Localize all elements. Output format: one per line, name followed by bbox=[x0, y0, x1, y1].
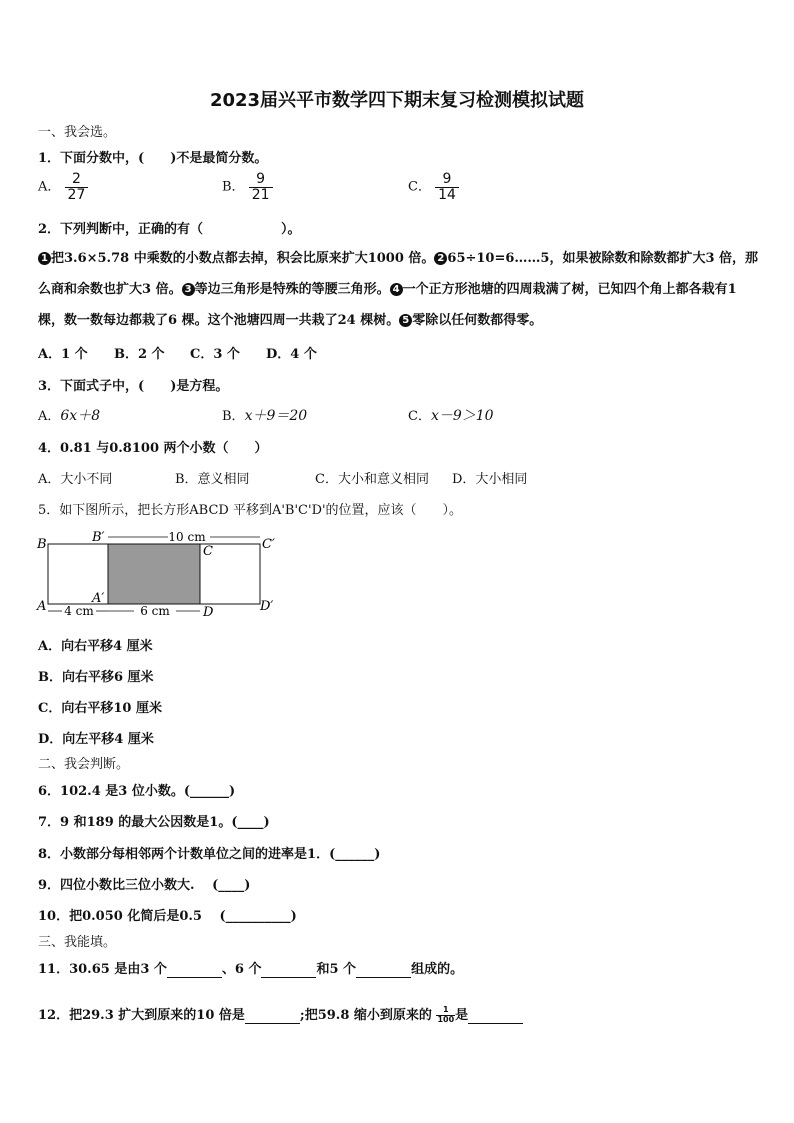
question-11 bbox=[38, 958, 463, 978]
question-4-option-d: D．大小相同 bbox=[452, 472, 528, 487]
fraction bbox=[435, 172, 459, 202]
q11-text-d: 组成的。 bbox=[411, 962, 464, 977]
expression: x－9＞10 bbox=[430, 408, 494, 424]
statement-1: 把3.6×5.78 中乘数的小数点都去掉，积会比原来扩大1000 倍。 bbox=[51, 251, 435, 266]
question-5-option-a: A．向右平移4 厘米 bbox=[38, 639, 153, 654]
question-4-option-b: B．意义相同 bbox=[175, 472, 250, 487]
statement-2: 65÷10=6……5，如果被除数和除数都扩大3 倍，那么商和余数也扩大3 倍。 bbox=[38, 251, 759, 297]
question-6: 6．102.4 是3 位小数。(______) bbox=[38, 784, 236, 799]
fraction-denominator: 100 bbox=[437, 1015, 455, 1024]
q11-text-c: 和5 个 bbox=[316, 962, 357, 977]
question-2-option-a: A．1 个 bbox=[38, 347, 88, 362]
statement-4: 一个正方形池塘的四周栽满了树，已知四个角上都各栽有1 棵，数一数每边都栽了6 棵。这个池塘四周一共栽了24 棵树。 bbox=[38, 282, 737, 328]
point-label-b-prime: B′ bbox=[92, 530, 105, 545]
option-label: B． bbox=[222, 409, 245, 424]
option-label: A． bbox=[38, 179, 61, 195]
circle-number-2: 2 bbox=[434, 252, 447, 265]
circle-number-4: 4 bbox=[390, 283, 403, 296]
expression: x＋9＝20 bbox=[244, 408, 308, 424]
question-2-statements bbox=[38, 243, 763, 336]
fraction-denominator: 14 bbox=[438, 186, 456, 203]
option-label: C． bbox=[408, 409, 431, 424]
point-label-a-prime: A′ bbox=[92, 591, 105, 606]
fraction-numerator: 1 bbox=[436, 1006, 455, 1016]
question-4-option-a: A．大小不同 bbox=[38, 472, 113, 487]
q12-text-b: ;把59.8 缩小到原来的 bbox=[299, 1008, 432, 1023]
question-1-option-b bbox=[222, 172, 273, 202]
question-9: 9．四位小数比三位小数大. (____) bbox=[38, 878, 251, 893]
option-label: B． bbox=[222, 179, 245, 195]
point-label-c-prime: C′ bbox=[262, 537, 275, 552]
answer-blank[interactable] bbox=[167, 962, 222, 978]
expression: 6x＋8 bbox=[60, 408, 101, 424]
fraction-numerator: 9 bbox=[435, 172, 459, 188]
question-2-option-d: D．4 个 bbox=[266, 347, 317, 362]
fraction bbox=[65, 172, 89, 202]
question-2-option-b: B．2 个 bbox=[114, 347, 165, 362]
question-4-stem: 4．0.81 与0.8100 两个小数（ ） bbox=[38, 441, 268, 456]
question-5-option-c: C．向右平移10 厘米 bbox=[38, 701, 162, 716]
bottom-dimension-label: 6 cm bbox=[140, 604, 170, 618]
point-label-d-prime: D′ bbox=[260, 599, 274, 614]
left-dimension-label: 4 cm bbox=[64, 604, 94, 618]
point-label-a: A bbox=[37, 599, 47, 614]
fraction-denominator: 27 bbox=[67, 186, 86, 203]
section-heading-judge: 二、我会判断。 bbox=[38, 757, 130, 772]
statement-5: 零除以任何数都得零。 bbox=[412, 313, 543, 328]
question-8: 8．小数部分每相邻两个计数单位之间的进率是1．(______) bbox=[38, 847, 381, 862]
answer-blank[interactable] bbox=[356, 962, 411, 978]
question-3-stem: 3．下面式子中，( )是方程。 bbox=[38, 379, 229, 394]
answer-blank[interactable] bbox=[468, 1008, 523, 1024]
answer-blank[interactable] bbox=[245, 1008, 300, 1024]
point-label-d: D bbox=[203, 605, 214, 620]
top-dimension-label: 10 cm bbox=[168, 530, 206, 544]
q12-text-c: 是 bbox=[455, 1008, 469, 1023]
question-3-option-c bbox=[408, 405, 494, 425]
statement-3: 等边三角形是特殊的等腰三角形。 bbox=[194, 282, 390, 297]
question-1-option-a bbox=[38, 172, 88, 202]
fraction-numerator: 9 bbox=[249, 172, 273, 188]
page-title: 2023届兴平市数学四下期末复习检测模拟试题 bbox=[209, 90, 585, 111]
circle-number-3: 3 bbox=[182, 283, 195, 296]
question-3-option-a bbox=[38, 405, 100, 425]
question-2-option-c: C．3 个 bbox=[190, 347, 240, 362]
question-10: 10．把0.050 化简后是0.5 (__________) bbox=[38, 909, 297, 924]
question-12 bbox=[38, 1004, 523, 1025]
point-label-b: B bbox=[37, 537, 47, 552]
question-5-stem: 5．如下图所示，把长方形ABCD 平移到A'B'C'D'的位置，应该（ ）。 bbox=[38, 503, 463, 518]
q11-text-a: 11．30.65 是由3 个 bbox=[38, 962, 167, 977]
question-1-stem: 1．下面分数中，( )不是最简分数。 bbox=[38, 151, 268, 166]
q12-text-a: 12．把29.3 扩大到原来的10 倍是 bbox=[38, 1008, 245, 1023]
fraction-numerator: 2 bbox=[65, 172, 89, 188]
fraction bbox=[249, 172, 273, 202]
q11-text-b: 、6 个 bbox=[221, 962, 262, 977]
translation-figure bbox=[30, 524, 290, 624]
option-label: C． bbox=[408, 179, 431, 195]
question-1-option-c bbox=[408, 172, 459, 202]
question-7: 7．9 和189 的最大公因数是1。(____) bbox=[38, 815, 270, 830]
answer-blank[interactable] bbox=[261, 962, 316, 978]
question-2-stem: 2．下列判断中，正确的有（ ）。 bbox=[38, 222, 301, 237]
fraction-denominator: 21 bbox=[251, 186, 270, 203]
section-heading-choose: 一、我会选。 bbox=[38, 125, 117, 140]
question-4-option-c: C．大小和意义相同 bbox=[315, 472, 429, 487]
question-5-option-d: D．向左平移4 厘米 bbox=[38, 732, 154, 747]
question-3-option-b bbox=[222, 405, 307, 425]
overlap-shaded-region bbox=[108, 544, 200, 604]
option-label: A． bbox=[38, 409, 61, 424]
section-heading-fill: 三、我能填。 bbox=[38, 935, 117, 950]
circle-number-1: 1 bbox=[38, 252, 51, 265]
circle-number-5: 5 bbox=[399, 314, 412, 327]
point-label-c: C bbox=[203, 544, 213, 559]
question-5-option-b: B．向右平移6 厘米 bbox=[38, 670, 154, 685]
fraction bbox=[436, 1006, 455, 1025]
